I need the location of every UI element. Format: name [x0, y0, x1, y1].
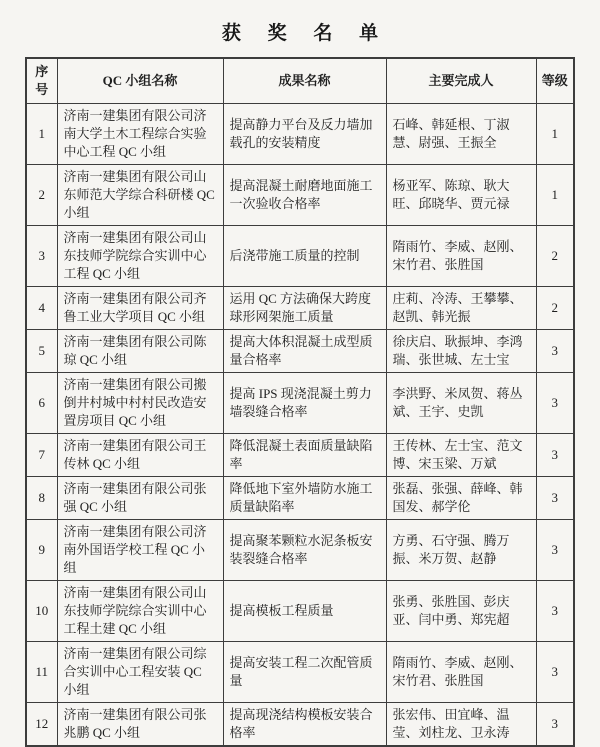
cell-grade: 1	[536, 104, 574, 165]
cell-seq: 8	[26, 477, 57, 520]
table-body	[26, 104, 574, 747]
cell-people: 张勇、张胜国、彭庆亚、闫中勇、郑宪超	[386, 581, 536, 642]
cell-grade: 3	[536, 330, 574, 373]
cell-group-name: 济南一建集团有限公司山东技师学院综合实训中心工程 QC 小组	[57, 226, 223, 287]
cell-group-name: 济南一建集团有限公司张强 QC 小组	[57, 477, 223, 520]
cell-result-name: 提高混凝土耐磨地面施工一次验收合格率	[223, 165, 386, 226]
cell-people: 张宏伟、田宜峰、温莹、刘柱龙、卫永涛	[386, 703, 536, 747]
cell-result-name: 提高静力平台及反力墙加载孔的安装精度	[223, 104, 386, 165]
cell-grade: 3	[536, 434, 574, 477]
cell-people: 张磊、张强、薛峰、韩国发、郝学伦	[386, 477, 536, 520]
cell-seq: 2	[26, 165, 57, 226]
cell-people: 方勇、石守强、腾万振、米万贺、赵静	[386, 520, 536, 581]
table-row	[26, 520, 574, 581]
cell-grade: 3	[536, 642, 574, 703]
cell-seq: 1	[26, 104, 57, 165]
cell-result-name: 提高大体积混凝土成型质量合格率	[223, 330, 386, 373]
cell-people: 李洪野、米凤贺、蒋丛斌、王宇、史凯	[386, 373, 536, 434]
cell-grade: 1	[536, 165, 574, 226]
cell-grade: 2	[536, 226, 574, 287]
cell-result-name: 提高模板工程质量	[223, 581, 386, 642]
table-row	[26, 581, 574, 642]
cell-group-name: 济南一建集团有限公司山东技师学院综合实训中心工程土建 QC 小组	[57, 581, 223, 642]
cell-seq: 3	[26, 226, 57, 287]
cell-result-name: 降低混凝土表面质量缺陷率	[223, 434, 386, 477]
cell-group-name: 济南一建集团有限公司济南外国语学校工程 QC 小组	[57, 520, 223, 581]
cell-group-name: 济南一建集团有限公司搬倒井村城中村村民改造安置房项目 QC 小组	[57, 373, 223, 434]
cell-group-name: 济南一建集团有限公司山东师范大学综合科研楼 QC 小组	[57, 165, 223, 226]
cell-result-name: 提高现浇结构模板安装合格率	[223, 703, 386, 747]
cell-people: 庄莉、冷涛、王攀攀、赵凯、韩光振	[386, 287, 536, 330]
cell-seq: 9	[26, 520, 57, 581]
cell-result-name: 提高聚苯颗粒水泥条板安装裂缝合格率	[223, 520, 386, 581]
cell-grade: 3	[536, 477, 574, 520]
cell-grade: 3	[536, 520, 574, 581]
table-row	[26, 226, 574, 287]
header-group-name: QC 小组名称	[57, 58, 223, 104]
award-table	[25, 57, 575, 747]
table-row	[26, 165, 574, 226]
page-title: 获 奖 名 单	[221, 23, 390, 44]
table-row	[26, 287, 574, 330]
table-row	[26, 104, 574, 165]
cell-seq: 4	[26, 287, 57, 330]
cell-group-name: 济南一建集团有限公司王传林 QC 小组	[57, 434, 223, 477]
cell-grade: 3	[536, 703, 574, 747]
header-grade: 等级	[536, 58, 574, 104]
cell-group-name: 济南一建集团有限公司陈琼 QC 小组	[57, 330, 223, 373]
cell-result-name: 后浇带施工质量的控制	[223, 226, 386, 287]
table-row	[26, 330, 574, 373]
cell-group-name: 济南一建集团有限公司济南大学土木工程综合实验中心工程 QC 小组	[57, 104, 223, 165]
cell-seq: 5	[26, 330, 57, 373]
table-row	[26, 373, 574, 434]
cell-people: 隋雨竹、李威、赵刚、宋竹君、张胜国	[386, 226, 536, 287]
cell-people: 徐庆启、耿振坤、李鸿瑞、张世城、左士宝	[386, 330, 536, 373]
cell-people: 王传林、左士宝、范文博、宋玉梁、万斌	[386, 434, 536, 477]
cell-seq: 12	[26, 703, 57, 747]
cell-result-name: 运用 QC 方法确保大跨度球形网架施工质量	[223, 287, 386, 330]
cell-seq: 6	[26, 373, 57, 434]
cell-group-name: 济南一建集团有限公司张兆鹏 QC 小组	[57, 703, 223, 747]
header-people: 主要完成人	[386, 58, 536, 104]
table-row	[26, 703, 574, 747]
cell-grade: 2	[536, 287, 574, 330]
cell-people: 杨亚军、陈琼、耿大旺、邱晓华、贾元禄	[386, 165, 536, 226]
cell-grade: 3	[536, 373, 574, 434]
cell-seq: 10	[26, 581, 57, 642]
cell-result-name: 降低地下室外墙防水施工质量缺陷率	[223, 477, 386, 520]
cell-seq: 11	[26, 642, 57, 703]
cell-result-name: 提高 IPS 现浇混凝土剪力墙裂缝合格率	[223, 373, 386, 434]
table-header-row	[26, 58, 574, 104]
cell-result-name: 提高安装工程二次配管质量	[223, 642, 386, 703]
cell-people: 石峰、韩延根、丁淑慧、尉强、王振全	[386, 104, 536, 165]
table-row	[26, 477, 574, 520]
cell-seq: 7	[26, 434, 57, 477]
cell-group-name: 济南一建集团有限公司齐鲁工业大学项目 QC 小组	[57, 287, 223, 330]
table-row	[26, 642, 574, 703]
cell-group-name: 济南一建集团有限公司综合实训中心工程安装 QC 小组	[57, 642, 223, 703]
cell-people: 隋雨竹、李威、赵刚、宋竹君、张胜国	[386, 642, 536, 703]
header-result-name: 成果名称	[223, 58, 386, 104]
header-seq: 序号	[26, 58, 57, 104]
table-row	[26, 434, 574, 477]
cell-grade: 3	[536, 581, 574, 642]
